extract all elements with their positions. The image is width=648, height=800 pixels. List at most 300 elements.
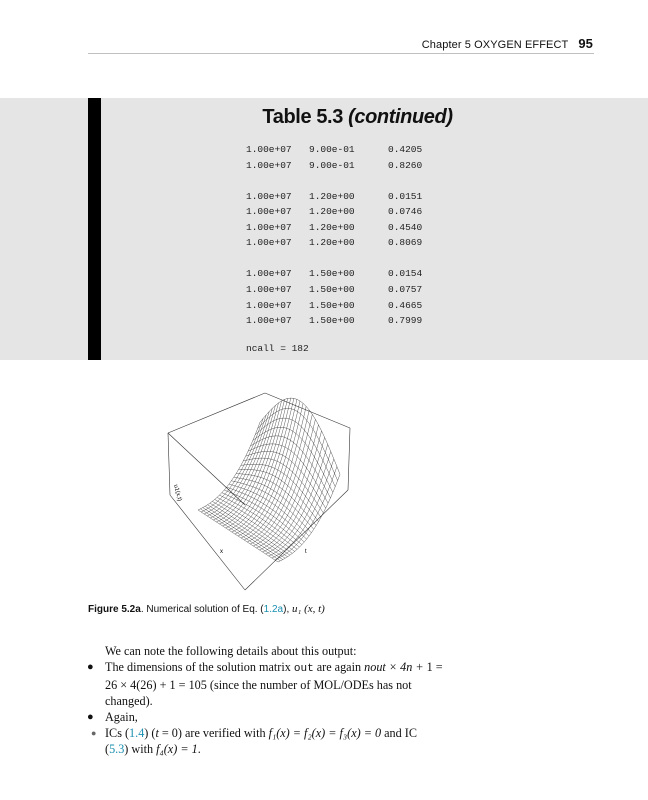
mesh-line [275, 543, 277, 545]
mesh-line [245, 470, 247, 475]
mesh-line [310, 465, 312, 472]
mesh-line [318, 513, 321, 517]
mesh-line [270, 436, 272, 444]
mesh-line [296, 545, 299, 547]
mesh-line [287, 534, 289, 537]
mesh-line [310, 513, 312, 518]
mesh-line [203, 511, 206, 513]
mesh-line [236, 524, 238, 526]
mesh-line [241, 538, 244, 540]
mesh-line [272, 428, 274, 436]
mesh-line [277, 554, 279, 555]
x-axis-label: x [220, 549, 223, 555]
mesh-line [252, 499, 254, 503]
mesh-line [228, 511, 231, 513]
mesh-line [305, 479, 307, 486]
mesh-line [315, 509, 318, 513]
mesh-line [280, 523, 282, 527]
sub1-math-f4: f₄(x) = 1 [156, 742, 198, 756]
mesh-line [243, 532, 245, 534]
mesh-line [262, 458, 264, 464]
mesh-line [282, 517, 285, 520]
mesh-line [251, 530, 253, 532]
mesh-line [281, 547, 283, 549]
mesh-line [297, 520, 299, 524]
mesh-line [287, 469, 289, 476]
mesh-line [259, 547, 262, 549]
mesh-line [245, 515, 247, 518]
mesh-line [219, 520, 221, 521]
mesh-line [285, 545, 288, 547]
mesh-line [282, 409, 285, 410]
mesh-line [231, 527, 233, 528]
mesh-line [273, 533, 275, 536]
mesh-line [235, 486, 238, 487]
mesh-line [277, 419, 280, 420]
mesh-line [278, 503, 280, 508]
mesh-line [288, 542, 291, 544]
mesh-line [286, 457, 289, 459]
mesh-line [265, 551, 268, 553]
mesh-line [267, 444, 269, 451]
mesh-line [303, 452, 306, 456]
mesh-line [231, 477, 233, 481]
mesh-line [291, 451, 294, 454]
mesh-line [301, 511, 303, 516]
mesh-line [253, 545, 255, 546]
mesh-line [307, 468, 310, 472]
mesh-line [258, 530, 261, 532]
mesh-line [311, 452, 314, 457]
body-text [87, 643, 443, 757]
mesh-line [267, 480, 270, 481]
mesh-line [287, 503, 289, 508]
mesh-line [203, 506, 205, 507]
mesh-line [279, 515, 282, 517]
mesh-line [266, 499, 269, 501]
mesh-line [285, 557, 287, 558]
mesh-line [229, 501, 231, 504]
plot-bounding-box [168, 393, 350, 590]
mesh-line [283, 558, 285, 559]
mesh-line [266, 542, 269, 544]
mesh-line [299, 482, 301, 488]
mesh-line [229, 500, 232, 502]
mesh-line [300, 452, 302, 460]
mesh-line [253, 528, 255, 530]
mesh-line [260, 471, 263, 472]
mesh-line [284, 508, 286, 513]
mesh-line [206, 508, 208, 509]
mesh-line [217, 497, 220, 499]
mesh-line [225, 525, 228, 527]
mesh-line [213, 505, 216, 507]
mesh-line [232, 485, 235, 486]
mesh-line [245, 518, 248, 520]
mesh-line [237, 478, 240, 479]
mesh-line [254, 536, 256, 538]
mesh-line [255, 500, 257, 504]
mesh-line [282, 543, 285, 545]
mesh-line [279, 553, 281, 555]
mesh-line [330, 486, 333, 492]
mesh-line [263, 519, 266, 521]
mesh-line [223, 513, 225, 515]
mesh-line [257, 540, 260, 542]
mesh-line [259, 512, 262, 514]
bullet-icon: ● [87, 661, 94, 673]
mesh-line [244, 489, 247, 490]
mesh-line [280, 495, 283, 497]
equation-link-5-3[interactable]: 5.3 [109, 742, 125, 756]
mesh-line [302, 492, 305, 496]
mesh-line [249, 524, 252, 526]
mesh-line [242, 489, 244, 493]
mesh-line [294, 517, 296, 521]
mesh-line [240, 530, 242, 532]
mesh-line [269, 429, 271, 437]
mesh-line [297, 445, 300, 448]
mesh-line [279, 479, 282, 481]
mesh-line [288, 488, 290, 494]
mesh-line [227, 507, 230, 509]
mesh-line [247, 542, 250, 544]
mesh-line [287, 537, 290, 539]
mesh-line [243, 537, 246, 539]
mesh-line [230, 520, 232, 522]
mesh-line [269, 459, 271, 466]
mesh-line [289, 549, 291, 551]
mesh-line [306, 447, 308, 455]
mesh-line [277, 519, 280, 521]
mesh-line [299, 489, 302, 493]
caption-text: . Numerical solution of Eq. ( [140, 604, 264, 615]
mesh-line [273, 512, 275, 516]
mesh-line [277, 559, 280, 561]
mesh-line [213, 503, 215, 505]
mesh-line [265, 451, 267, 458]
mesh-line [286, 522, 288, 526]
mesh-line [251, 487, 253, 492]
mesh-line [319, 481, 321, 487]
mesh-line [258, 476, 261, 477]
mesh-line [227, 520, 230, 522]
mesh-line [291, 482, 293, 488]
mesh-line [234, 526, 236, 528]
mesh-line [296, 433, 299, 436]
mesh-line [293, 475, 295, 482]
mesh-line [301, 471, 304, 475]
mesh-line [297, 399, 300, 401]
mesh-line [257, 521, 260, 523]
mesh-line [255, 476, 257, 481]
mesh-line [282, 481, 285, 483]
mesh-line [266, 553, 268, 554]
mesh-line [326, 459, 328, 466]
table-cell: 1.00e+07 [246, 206, 292, 218]
sub1-text-e: ) with [124, 742, 157, 756]
mesh-line [237, 495, 240, 496]
mesh-line [258, 446, 260, 452]
mesh-line [315, 504, 317, 509]
mesh-line [253, 504, 255, 508]
mesh-line [323, 503, 326, 508]
mesh-line [334, 459, 337, 467]
mesh-line [290, 429, 293, 431]
mesh-line [296, 468, 298, 475]
mesh-line [236, 491, 239, 492]
mesh-line [231, 494, 233, 497]
bullet-icon: ● [87, 711, 94, 723]
mesh-line [276, 445, 278, 453]
mesh-line [233, 508, 235, 511]
table-cell: 1.50e+00 [309, 283, 355, 295]
mesh-line [306, 406, 309, 410]
mesh-line [244, 485, 246, 489]
mesh-line [279, 487, 282, 489]
mesh-line [226, 502, 229, 504]
mesh-line [328, 451, 330, 459]
mesh-line [335, 473, 338, 480]
mesh-line [262, 534, 264, 536]
mesh-line [204, 513, 206, 514]
mesh-line [232, 498, 234, 501]
mesh-line [243, 494, 245, 498]
mesh-line [338, 474, 340, 480]
mesh-line [254, 534, 257, 536]
mesh-line [303, 456, 305, 464]
mesh-line [278, 547, 281, 549]
mesh-line [244, 460, 246, 465]
mesh-line [295, 534, 298, 537]
mesh-line [281, 529, 283, 532]
mesh-line [284, 437, 287, 438]
mesh-line [218, 499, 220, 501]
mesh-line [238, 520, 241, 522]
mesh-line [216, 522, 219, 524]
mesh-line [281, 497, 283, 502]
mesh-line [312, 499, 314, 504]
mesh-line [263, 540, 266, 542]
mesh-line [249, 475, 251, 480]
mesh-line [317, 455, 319, 463]
mesh-line [230, 506, 232, 509]
mesh-line [301, 507, 304, 511]
mesh-line [282, 474, 284, 481]
mesh-line [266, 540, 268, 542]
mesh-line [235, 503, 238, 505]
mesh-line [256, 515, 259, 517]
mesh-line [278, 470, 281, 472]
mesh-line [271, 536, 273, 538]
mesh-line [289, 497, 291, 502]
mesh-line [228, 495, 231, 496]
mesh-line [297, 531, 300, 534]
mesh-line [261, 527, 264, 529]
mesh-line [293, 482, 296, 485]
mesh-line [208, 508, 211, 510]
mesh-line [296, 479, 298, 486]
header-rule [88, 53, 594, 54]
mesh-line [285, 476, 287, 483]
mesh-line [216, 518, 218, 519]
mesh-line [283, 523, 286, 526]
mesh-line [252, 519, 254, 522]
mesh-line [284, 418, 286, 427]
mesh-line [259, 532, 261, 534]
mesh-line [211, 505, 213, 507]
running-head [422, 36, 593, 51]
mesh-line [322, 486, 324, 492]
mesh-line [263, 492, 265, 497]
mesh-line [267, 508, 269, 512]
mesh-line [305, 519, 308, 522]
mesh-line [208, 503, 210, 505]
mesh-line [315, 513, 317, 518]
mesh-line [278, 495, 280, 500]
mesh-line [278, 551, 281, 553]
mesh-line [211, 510, 214, 512]
intro-paragraph: We can note the following details about this output: [105, 644, 357, 658]
mesh-line [272, 522, 274, 525]
mesh-line [216, 521, 218, 522]
mesh-line [277, 493, 280, 495]
mesh-line [253, 487, 256, 488]
mesh-line [266, 527, 269, 529]
mesh-line [223, 525, 225, 526]
mesh-line [244, 522, 246, 524]
mesh-line [225, 523, 227, 524]
mesh-line [249, 501, 252, 503]
mesh-line [243, 535, 245, 536]
mesh-line [260, 497, 262, 502]
mesh-line [324, 474, 327, 480]
mesh-line [247, 539, 250, 541]
mesh-line [277, 461, 280, 463]
mesh-line [300, 527, 303, 530]
mesh-line [236, 487, 238, 491]
mesh-line [254, 538, 257, 540]
mesh-line [270, 514, 273, 516]
mesh-line [225, 511, 227, 513]
mesh-line [207, 515, 209, 516]
mesh-line [241, 522, 244, 524]
mesh-line [301, 502, 303, 507]
mesh-line [249, 519, 252, 521]
mesh-line [266, 524, 268, 527]
mesh-line [272, 498, 274, 503]
mesh-line [303, 443, 305, 452]
mesh-line [247, 510, 250, 512]
mesh-line [280, 454, 283, 455]
mesh-line [235, 500, 237, 503]
mesh-line [297, 524, 300, 527]
mesh-line [316, 522, 318, 526]
mesh-line [230, 508, 233, 510]
equation-link-1-2a[interactable]: 1.2a [263, 604, 284, 615]
mesh-line [236, 526, 239, 528]
mesh-line [328, 498, 330, 503]
mesh-line [217, 509, 219, 511]
mesh-line [310, 414, 312, 424]
mesh-line [248, 491, 250, 495]
mesh-line [284, 428, 287, 429]
mesh-line [265, 485, 268, 487]
mesh-line [283, 547, 286, 549]
mesh-line [283, 457, 285, 465]
mesh-line [238, 478, 240, 482]
table-cell: 0.4665 [388, 299, 423, 311]
mesh-line [259, 545, 261, 546]
mesh-line [241, 484, 243, 488]
mesh-line [307, 514, 310, 518]
mesh-line [218, 501, 221, 503]
mesh-line [271, 554, 273, 555]
mesh-line [222, 521, 224, 522]
mesh-line [293, 537, 296, 540]
mesh-line [304, 420, 306, 430]
mesh-line [283, 455, 286, 457]
mesh-line [303, 526, 305, 530]
mesh-line [249, 497, 251, 501]
mesh-line [310, 477, 312, 484]
mesh-line [272, 503, 275, 505]
mesh-line [247, 490, 250, 491]
mesh-line [233, 489, 236, 490]
mesh-line [296, 475, 299, 478]
mesh-line [259, 517, 262, 519]
mesh-line [240, 478, 243, 479]
mesh-line [292, 497, 295, 500]
equation-link-1-4[interactable]: 1.4 [129, 726, 145, 740]
mesh-line [293, 534, 295, 537]
table-cell: 1.50e+00 [309, 268, 355, 280]
mesh-line [275, 560, 278, 562]
mesh-line [280, 517, 282, 521]
mesh-line [271, 452, 273, 459]
mesh-line [229, 481, 231, 484]
mesh-line [276, 551, 278, 553]
mesh-line [250, 503, 252, 507]
mesh-line [243, 533, 246, 535]
mesh-line [244, 540, 247, 542]
mesh-line [262, 548, 264, 549]
mesh-line [264, 527, 266, 530]
mesh-line [266, 437, 269, 438]
mesh-line [313, 482, 315, 488]
mesh-line [292, 462, 295, 465]
mesh-line [308, 529, 311, 532]
mesh-line [280, 545, 283, 547]
mesh-line [272, 531, 275, 533]
mesh-line [245, 494, 248, 495]
mesh-line [215, 497, 217, 499]
mesh-line [298, 498, 300, 504]
mesh-line [277, 419, 279, 428]
mesh-line [251, 464, 253, 469]
mesh-line [246, 535, 249, 537]
mesh-line [275, 427, 277, 435]
mesh-line [290, 440, 293, 442]
mesh-line [298, 460, 300, 468]
table-cell: 0.4205 [388, 144, 423, 155]
mesh-line [278, 530, 281, 532]
mesh-line [253, 453, 255, 459]
mesh-line [246, 505, 249, 507]
mesh-line [277, 410, 279, 419]
mesh-line [238, 518, 240, 520]
mesh-line [272, 526, 275, 528]
